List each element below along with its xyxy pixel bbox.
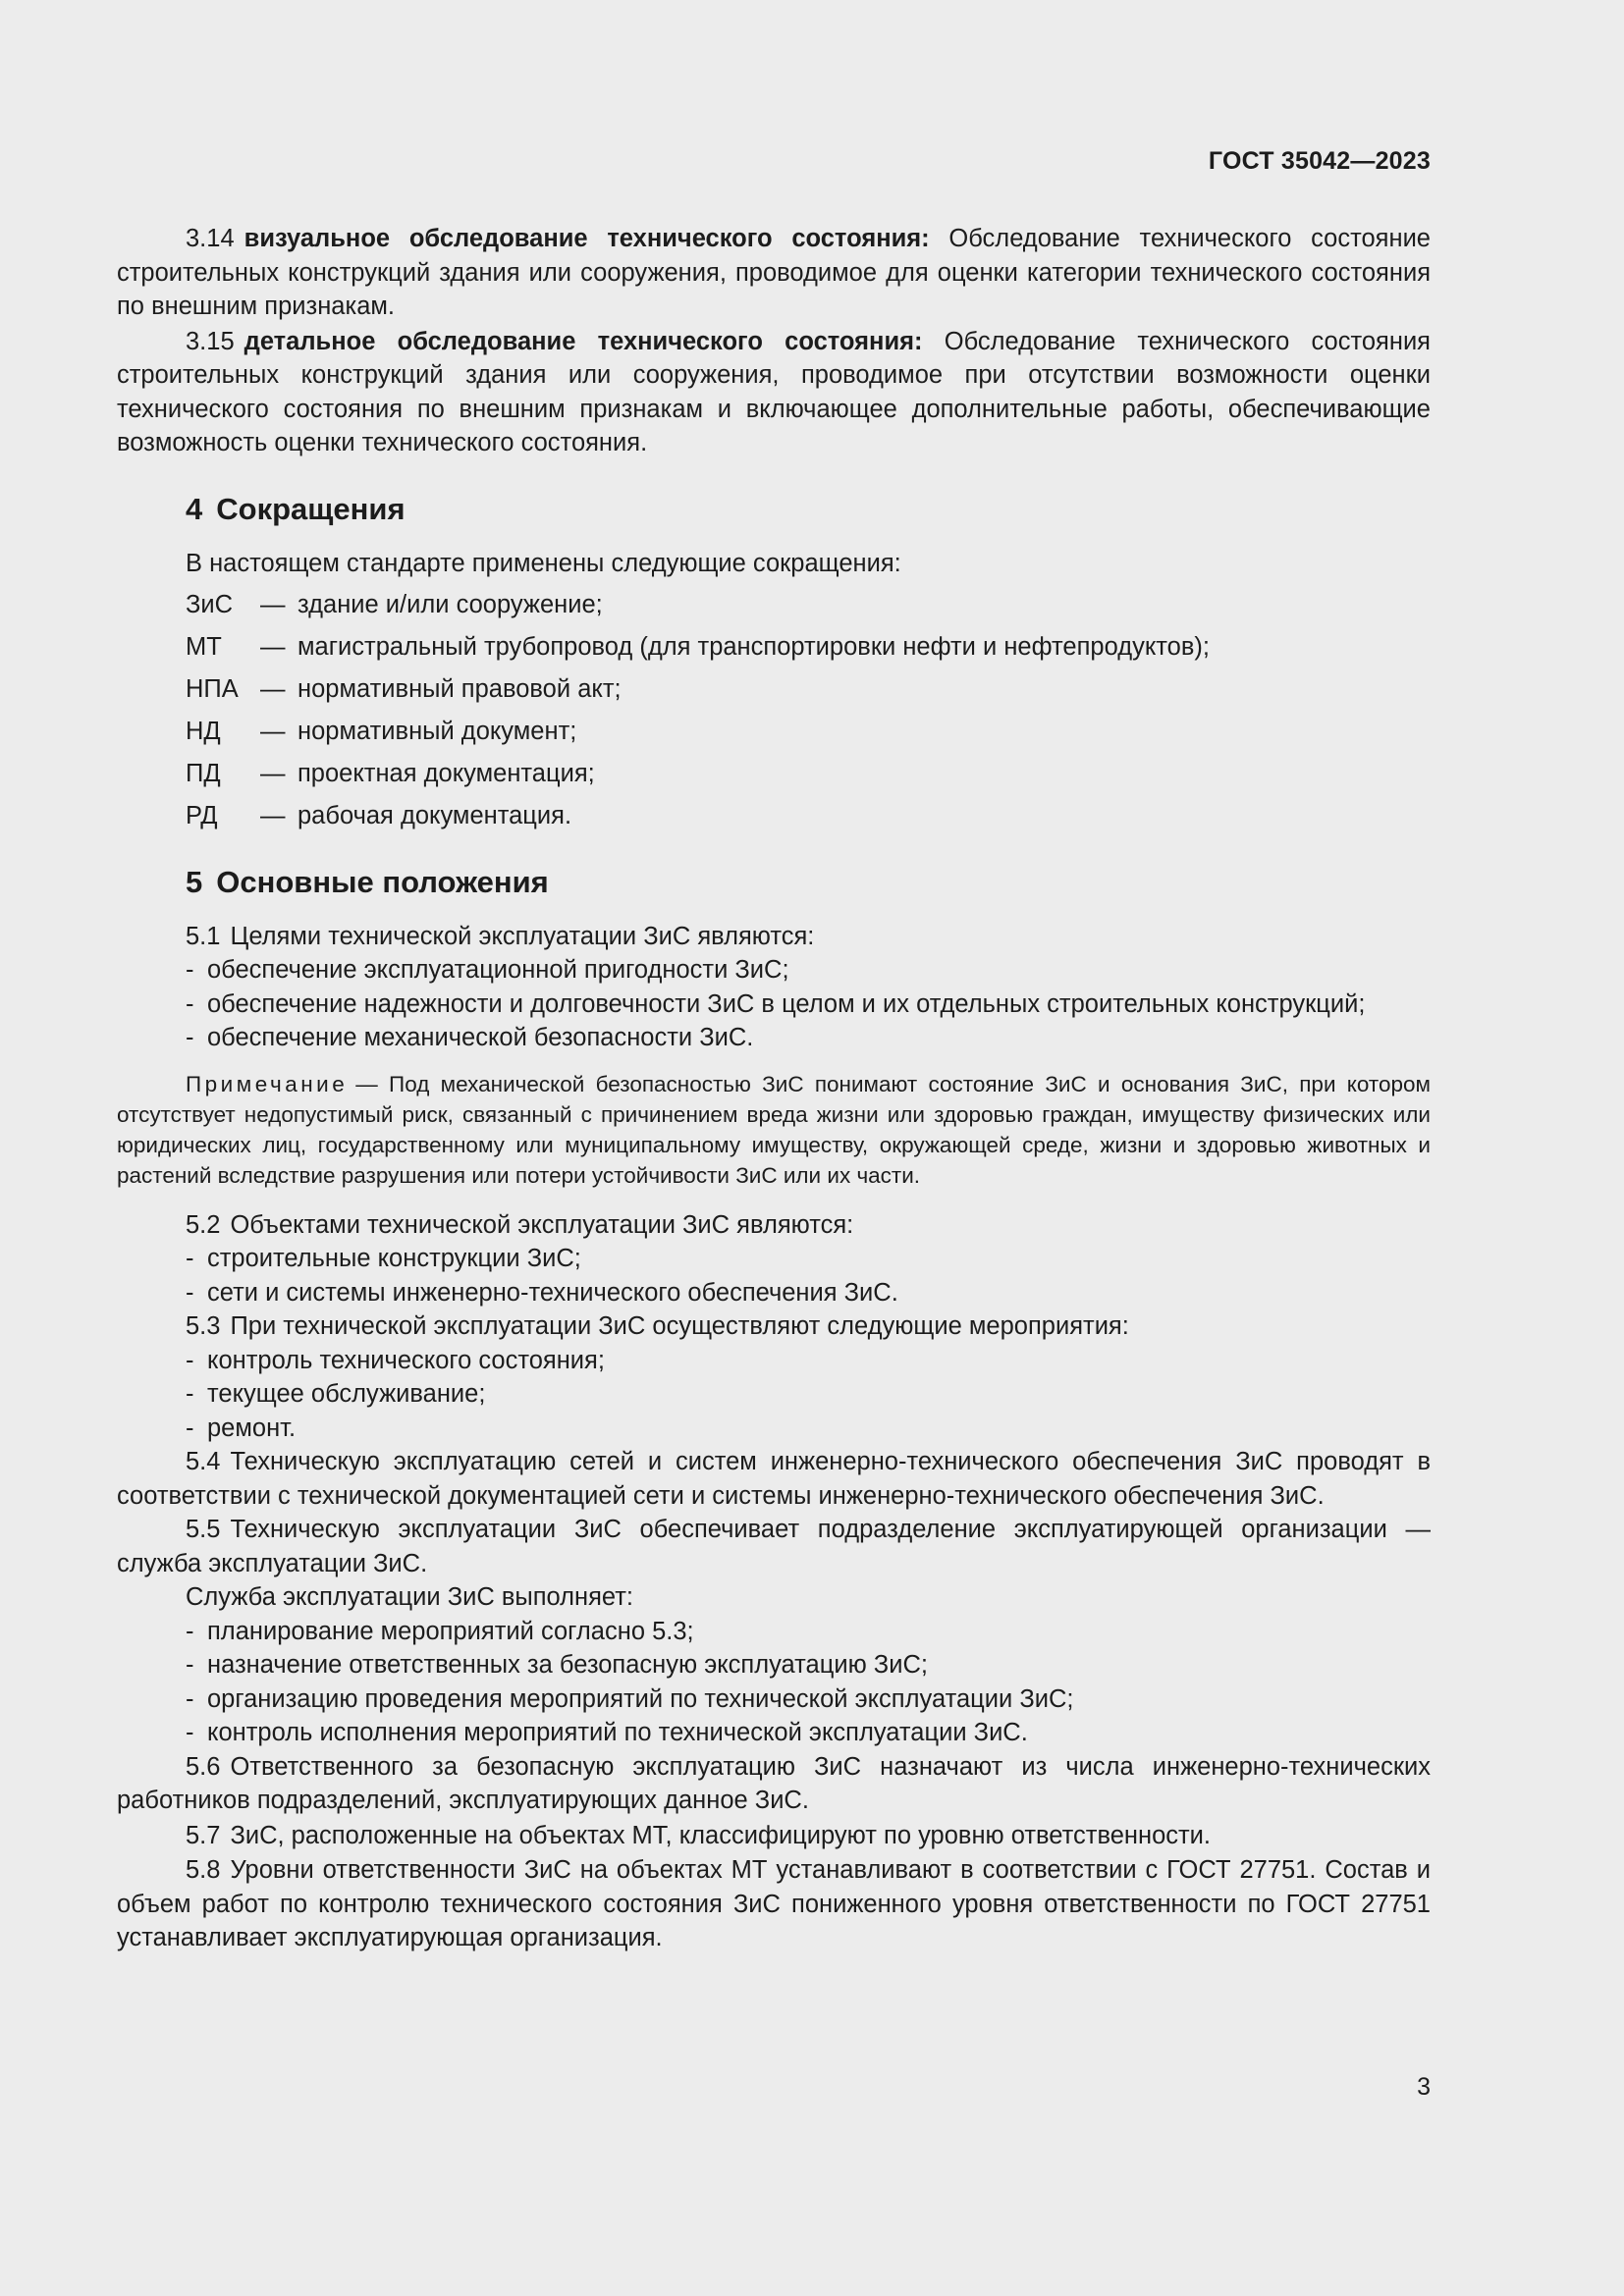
clause-5-4: 5.4 Техническую эксплуатацию сетей и систем инженерно-технического обеспечения ЗиС проводят в соответствии с технической документацией сети и системы инженерно-технического обеспечения ЗиС.	[117, 1448, 1431, 1510]
section-number: 5	[186, 864, 203, 899]
abbreviation-row	[186, 672, 1431, 707]
bullet: -	[186, 1414, 194, 1442]
list-item: - контроль исполнения мероприятий по технической эксплуатации ЗиС.	[186, 1716, 1431, 1750]
clause-text: 5.2 Объектами технической эксплуатации ЗиС являются:	[186, 1210, 854, 1239]
clause-text: 5.1 Целями технической эксплуатации ЗиС являются:	[186, 922, 815, 950]
list-item: - строительные конструкции ЗиС;	[186, 1242, 1431, 1276]
list-item: - назначение ответственных за безопасную эксплуатацию ЗиС;	[186, 1648, 1431, 1682]
clause-text: 5.3 При технической эксплуатации ЗиС осуществляют следующие мероприятия:	[186, 1312, 1129, 1340]
bullet: -	[186, 1617, 194, 1645]
abbreviation-text: нормативный документ;	[298, 718, 577, 745]
list-item: - ремонт.	[186, 1412, 1431, 1446]
section-title: Сокращения	[216, 491, 406, 526]
list-item: - обеспечение эксплуатационной пригодности ЗиС;	[186, 953, 1431, 988]
section-number: 4	[186, 491, 203, 526]
term-name: визуальное обследование технического состояния:	[244, 225, 930, 252]
term-definition: Обследование технического состояние строительных конструкций здания или сооружения, проводимое для оценки категории технического состояния по внешним признакам.	[117, 225, 1431, 320]
clause-subtext: Служба эксплуатации ЗиС выполняет:	[186, 1583, 634, 1611]
note-label: Примечание	[186, 1071, 349, 1096]
list-item: - организацию проведения мероприятий по технической эксплуатации ЗиС;	[186, 1682, 1431, 1717]
abbreviation-dash: —	[260, 718, 286, 745]
clause-5-7: 5.7 ЗиС, расположенные на объектах МТ, классифицируют по уровню ответственности.	[186, 1821, 1212, 1849]
list-item: - обеспечение механической безопасности ЗиС.	[186, 1021, 1431, 1055]
list-item: - сети и системы инженерно-технического обеспечения ЗиС.	[186, 1276, 1431, 1310]
abbreviation-dash: —	[260, 633, 286, 661]
abbreviation-row	[186, 715, 1431, 749]
bullet: -	[186, 1245, 194, 1272]
bullet: -	[186, 1719, 194, 1746]
abbreviation-row	[186, 588, 1431, 622]
list-item: - планирование мероприятий согласно 5.3;	[186, 1615, 1431, 1649]
bullet: -	[186, 1651, 194, 1679]
section-5-heading	[186, 863, 1431, 902]
note	[117, 1069, 1431, 1191]
clause-5-2	[117, 1208, 1431, 1310]
bullet: -	[186, 956, 194, 984]
term-definition: Обследование технического состояния строительных конструкций здания или сооружения, проводимое при отсутствии возможности оценки технического состояния по внешним признакам и включающее дополнительные работы, обеспечивающие возможность оценки технического состояния.	[117, 327, 1431, 456]
abbreviation-code: ЗиС	[186, 591, 234, 618]
abbreviation-dash: —	[260, 802, 286, 829]
bullet: -	[186, 1024, 194, 1051]
clause-5-8: 5.8 Уровни ответственности ЗиС на объектах МТ устанавливают в соответствии с ГОСТ 27751. Состав и объем работ по контролю технического состояния ЗиС пониженного уровня ответственности по ГОСТ 27751 устанавливает эксплуатирующая организация.	[117, 1856, 1431, 1951]
list-item: - контроль технического состояния;	[186, 1344, 1431, 1378]
clause-number: 3.14	[186, 225, 235, 252]
bullet: -	[186, 1278, 194, 1307]
abbreviation-row	[186, 799, 1431, 833]
clause-5-5	[117, 1513, 1431, 1750]
clause-5-3	[117, 1309, 1431, 1445]
abbreviation-text: рабочая документация.	[298, 802, 572, 829]
page-number: 3	[1417, 2073, 1431, 2101]
abbreviation-row	[186, 757, 1431, 791]
abbreviation-text: нормативный правовой акт;	[298, 675, 622, 703]
list-item: - обеспечение надежности и долговечности ЗиС в целом и их отдельных строительных конструкций;	[117, 988, 1431, 1022]
term-name: детальное обследование технического состояния:	[244, 327, 923, 355]
abbreviation-row	[186, 630, 1431, 665]
bullet: -	[186, 1346, 194, 1374]
bullet: -	[186, 1380, 194, 1408]
bullet: -	[186, 1684, 194, 1713]
list-item: - текущее обслуживание;	[186, 1377, 1431, 1412]
clause-5-6: 5.6 Ответственного за безопасную эксплуатацию ЗиС назначают из числа инженерно-технических работников подразделений, эксплуатирующих данное ЗиС.	[117, 1752, 1431, 1814]
section-4-heading	[186, 490, 1431, 529]
note-text: — Под механической безопасностью ЗиС понимают состояние ЗиС и основания ЗиС, при котором отсутствует недопустимый риск, связанный с причинением вреда жизни или здоровью граждан, имуществу физических или юридических лиц, государственному или муниципальному имуществу, окружающей среде, жизни и здоровью животных и растений вследствие разрушения или потери устойчивости ЗиС или их части.	[117, 1071, 1431, 1188]
abbreviation-text: здание и/или сооружение;	[298, 591, 603, 618]
bullet: -	[186, 989, 194, 1018]
abbreviation-text: проектная документация;	[298, 760, 595, 787]
term-3-15	[117, 325, 1431, 460]
standard-code: ГОСТ 35042—2023	[1208, 147, 1431, 175]
clause-number: 3.15	[186, 327, 235, 355]
abbreviation-text: магистральный трубопровод (для транспортировки нефти и нефтепродуктов);	[298, 633, 1210, 661]
abbreviation-code: РД	[186, 802, 218, 829]
clause-text: 5.5 Техническую эксплуатации ЗиС обеспечивает подразделение эксплуатирующей организации — служба эксплуатации ЗиС.	[117, 1516, 1431, 1577]
abbreviation-dash: —	[260, 675, 286, 703]
term-3-14	[117, 222, 1431, 324]
abbreviation-code: НПА	[186, 675, 239, 703]
section-title: Основные положения	[216, 864, 549, 899]
page-content	[117, 222, 1431, 1955]
abbreviation-dash: —	[260, 760, 286, 787]
abbreviation-code: ПД	[186, 760, 221, 787]
abbreviation-code: МТ	[186, 633, 222, 661]
abbreviation-dash: —	[260, 591, 286, 618]
abbreviations-intro: В настоящем стандарте применены следующие сокращения:	[186, 549, 901, 577]
abbreviation-code: НД	[186, 718, 221, 745]
clause-5-1	[117, 920, 1431, 1055]
